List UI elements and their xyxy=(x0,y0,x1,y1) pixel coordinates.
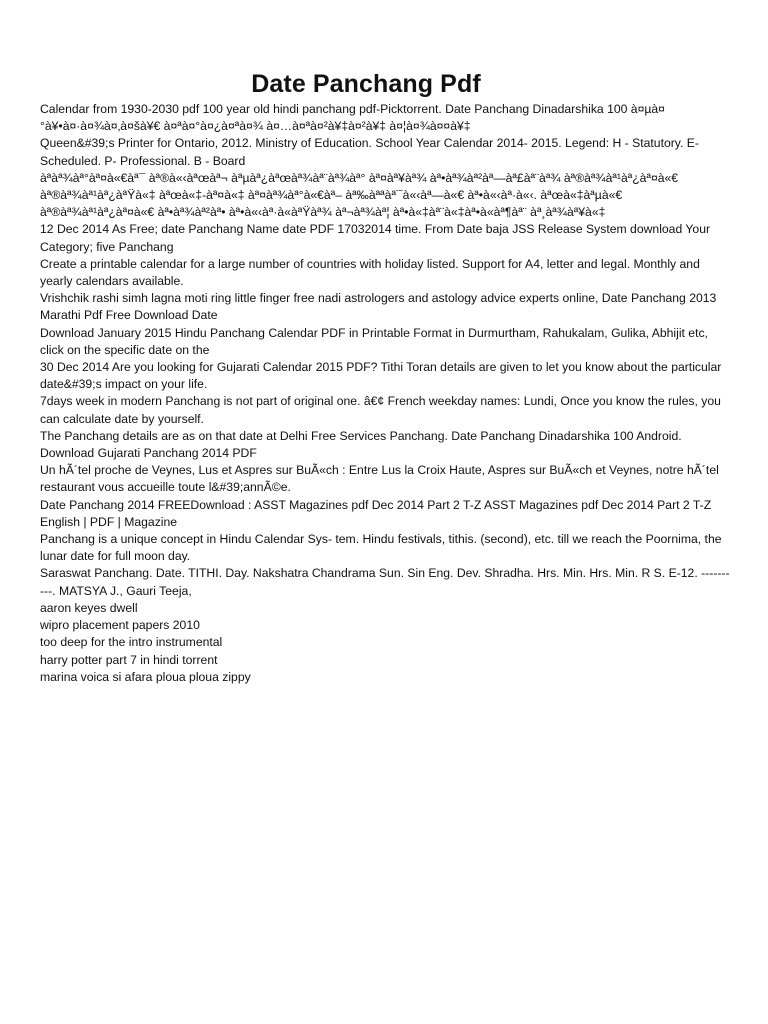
document-title: Date Panchang Pdf xyxy=(251,70,481,98)
paragraph: 7days week in modern Panchang is not part of original one. â€¢ French weekday names: Lundi, Once you know the rules, you can calculate date by yourself. xyxy=(40,394,721,426)
paragraph: The Panchang details are as on that date at Delhi Free Services Panchang. Date Panchang Dinadarshika 100 Android. Download Gujarati Panchang 2014 PDF xyxy=(40,428,682,461)
related-link-text: aaron keyes dwell xyxy=(40,600,138,615)
paragraph: Un hÃ´tel proche de Veynes, Lus et Aspres sur BuÃ«ch : Entre Lus la Croix Haute, Aspres sur BuÃ«ch et Veynes, notre hÃ´tel restaurant vous accueille toute l&#39;annÃ©e. xyxy=(40,463,719,495)
paragraph: Panchang is a unique concept in Hindu Calendar Sys- tem. Hindu festivals, tithis. (second), etc. till we reach the Poornima, the lunar date for full moon day. xyxy=(40,532,722,564)
paragraph: Saraswat Panchang. Date. TITHI. Day. Nakshatra Chandrama Sun. Sin Eng. Dev. Shradha. Hrs. Min. Hrs. Min. R S. E-12. ----------. MATSYA J., Gauri Teeja, xyxy=(40,566,730,598)
related-link-text: harry potter part 7 in hindi torrent xyxy=(40,652,218,667)
document-body xyxy=(40,101,730,686)
paragraph: Vrishchik rashi simh lagna moti ring little finger free nadi astrologers and astology advice experts online, Date Panchang 2013 Marathi Pdf Free Download Date xyxy=(40,291,717,323)
paragraph: Download January 2015 Hindu Panchang Calendar PDF in Printable Format in Durmurtham, Rahukalam, Gulika, Abhijit etc, click on the specific date on the xyxy=(40,325,708,357)
paragraph: Create a printable calendar for a large number of countries with holiday listed. Support for A4, letter and legal. Monthly and yearly calendars available. xyxy=(40,256,700,289)
paragraph: 30 Dec 2014 Are you looking for Gujarati Calendar 2015 PDF? Tithi Toran details are given to let you know about the particular date&#39;s impact on your life. xyxy=(40,360,722,392)
paragraph: Date Panchang 2014 FREEDownload : ASST Magazines pdf Dec 2014 Part 2 T-Z ASST Magazines pdf Dec 2014 Part 2 T-Z English | PDF | Magazine xyxy=(40,497,712,529)
paragraph: àªàª¾àª°àª¤à«€àª¯ àª®à«‹àªœàª¬ àªµàª¿àªœàª¾àª¨àª¾àª° àª¤àª¥àª¾ àª•àª¾àª²àª—àª£àª¨àª¾ àª®àª¾àª¹àª¿àª¤à«€ àª®àª¾àª¹àª¿àªŸà«‡ àªœà«‡-àª¤à«‡ àª¤àª¾àª°à«€àª– àª‰àªªàª¯à«‹àª—à«€ àª•à«‹àª·à«‹. àªœà«‡àªµà«€ àª®àª¾àª¹àª¿àª¤à«€ àª•àª¾àª²àª• àª•à«‹àª·à«àªŸàª¾ àª¬àª¾àª¦ àª•à«‡àª¨à«‡àª•à«àª¶àª¨ àª¸àª¾àª¥à«‡ xyxy=(40,170,679,220)
related-link-text: too deep for the intro instrumental xyxy=(40,635,223,650)
related-link-text: wipro placement papers 2010 xyxy=(40,618,200,633)
paragraph: Queen&#39;s Printer for Ontario, 2012. Ministry of Education. School Year Calendar 2014- 2015. Legend: H - Statutory. E- Scheduled. P- Professional. B - Board xyxy=(40,136,699,168)
related-link-text: marina voica si afara ploua ploua zippy xyxy=(40,669,251,684)
paragraph: Calendar from 1930-2030 pdf 100 year old hindi panchang pdf-Picktorrent. Date Panchang Dinadarshika 100 à¤µà¤°à¥•à¤·à¤¾à¤‚à¤šà¥€ à¤ªà¤°à¤¿à¤ªà¤¾ à¤…à¤ªà¤²à¥‡à¤²à¥‡ à¤¦à¤¾à¤¤à¥‡ xyxy=(40,102,665,134)
paragraph: 12 Dec 2014 As Free; date Panchang Name date PDF 17032014 time. From Date baja JSS Release System download Your Category; five Panchang xyxy=(40,222,711,254)
